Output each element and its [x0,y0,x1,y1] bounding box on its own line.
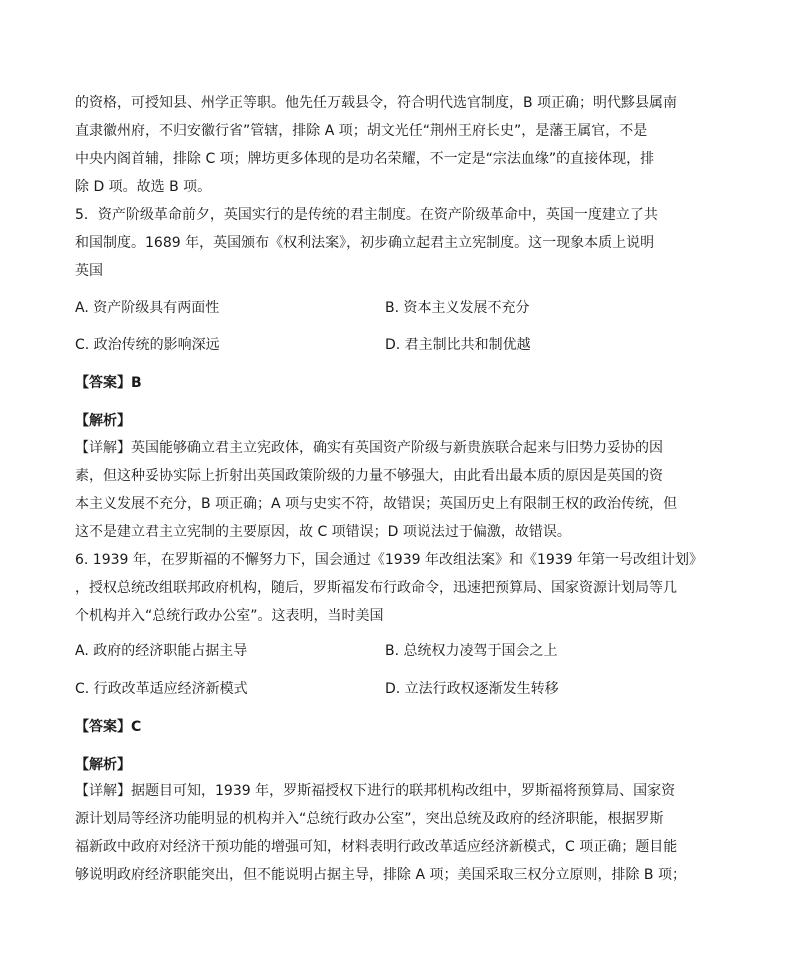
q6-stem-line-2: ，授权总统改组联邦政府机构，随后，罗斯福发布行政命令，迅速把预算局、国家资源计划局等几 [75,580,677,596]
prev-explanation-line-3: 中央内阁首辅，排除 C 项；牌坊更多体现的是功名荣耀，不一定是“宗法血缘”的直接体现，排 [75,151,655,167]
q6-analysis-label: 【解析】 [75,757,131,773]
q5-option-c: C. 政治传统的影响深远 [75,337,220,353]
q6-detail-line-4: 够说明政府经济职能突出，但不能说明占据主导，排除 A 项；美国采取三权分立原则，排除 B 项； [75,867,686,883]
q5-answer: 【答案】B [75,375,142,391]
q5-analysis-label: 【解析】 [75,413,131,429]
q6-detail-line-2: 源计划局等经济功能明显的机构并入“总统行政办公室”，突出总统及政府的经济职能，根据罗斯 [75,811,664,827]
prev-explanation-line-4: 除 D 项。故选 B 项。 [75,179,212,195]
q6-option-a: A. 政府的经济职能占据主导 [75,643,248,659]
q5-option-a: A. 资产阶级具有两面性 [75,300,220,316]
prev-explanation-line-2: 直隶徽州府，不归安徽行省”管辖，排除 A 项；胡文光任“荆州王府长史”，是藩王属官，不是 [75,123,648,139]
q6-detail-line-3: 福新政中政府对经济干预功能的增强可知，材料表明行政改革适应经济新模式，C 项正确；题目能 [75,839,678,855]
q6-detail-line-1: 【详解】据题目可知，1939 年，罗斯福授权下进行的联邦机构改组中，罗斯福将预算局、国家资 [75,783,676,799]
prev-explanation-line-1: 的资格，可授知县、州学正等职。他先任万载县令，符合明代选官制度，B 项正确；明代黟县属南 [75,95,678,111]
q6-stem-line-1: 6. 1939 年，在罗斯福的不懈努力下，国会通过《1939 年改组法案》和《1939 年第一号改组计划》 [75,552,704,568]
q5-detail-line-4: 这不是建立君主立宪制的主要原因，故 C 项错误；D 项说法过于偏激，故错误。 [75,524,571,540]
q6-option-c: C. 行政改革适应经济新模式 [75,681,248,697]
q6-option-d: D. 立法行政权逐渐发生转移 [385,681,559,697]
q5-option-b: B. 资本主义发展不充分 [385,300,530,316]
q5-stem-line-1: 5．资产阶级革命前夕，英国实行的是传统的君主制度。在资产阶级革命中，英国一度建立了共 [75,207,658,223]
q5-stem-line-3: 英国 [75,263,103,279]
q6-stem-line-3: 个机构并入“总统行政办公室”。这表明，当时美国 [75,608,384,624]
q5-option-d: D. 君主制比共和制优越 [385,337,531,353]
q5-detail-line-1: 【详解】英国能够确立君主立宪政体，确实有英国资产阶级与新贵族联合起来与旧势力妥协的因 [75,440,663,456]
q5-detail-line-2: 素，但这种妥协实际上折射出英国政策阶级的力量不够强大，由此看出最本质的原因是英国的资 [75,468,663,484]
q5-stem-line-2: 和国制度。1689 年，英国颁布《权利法案》，初步确立起君主立宪制度。这一现象本质上说明 [75,235,655,251]
q6-option-b: B. 总统权力凌驾于国会之上 [385,643,558,659]
q6-answer: 【答案】C [75,719,142,735]
q5-detail-line-3: 本主义发展不充分，B 项正确；A 项与史实不符，故错误；英国历史上有限制王权的政治传统，但 [75,496,678,512]
